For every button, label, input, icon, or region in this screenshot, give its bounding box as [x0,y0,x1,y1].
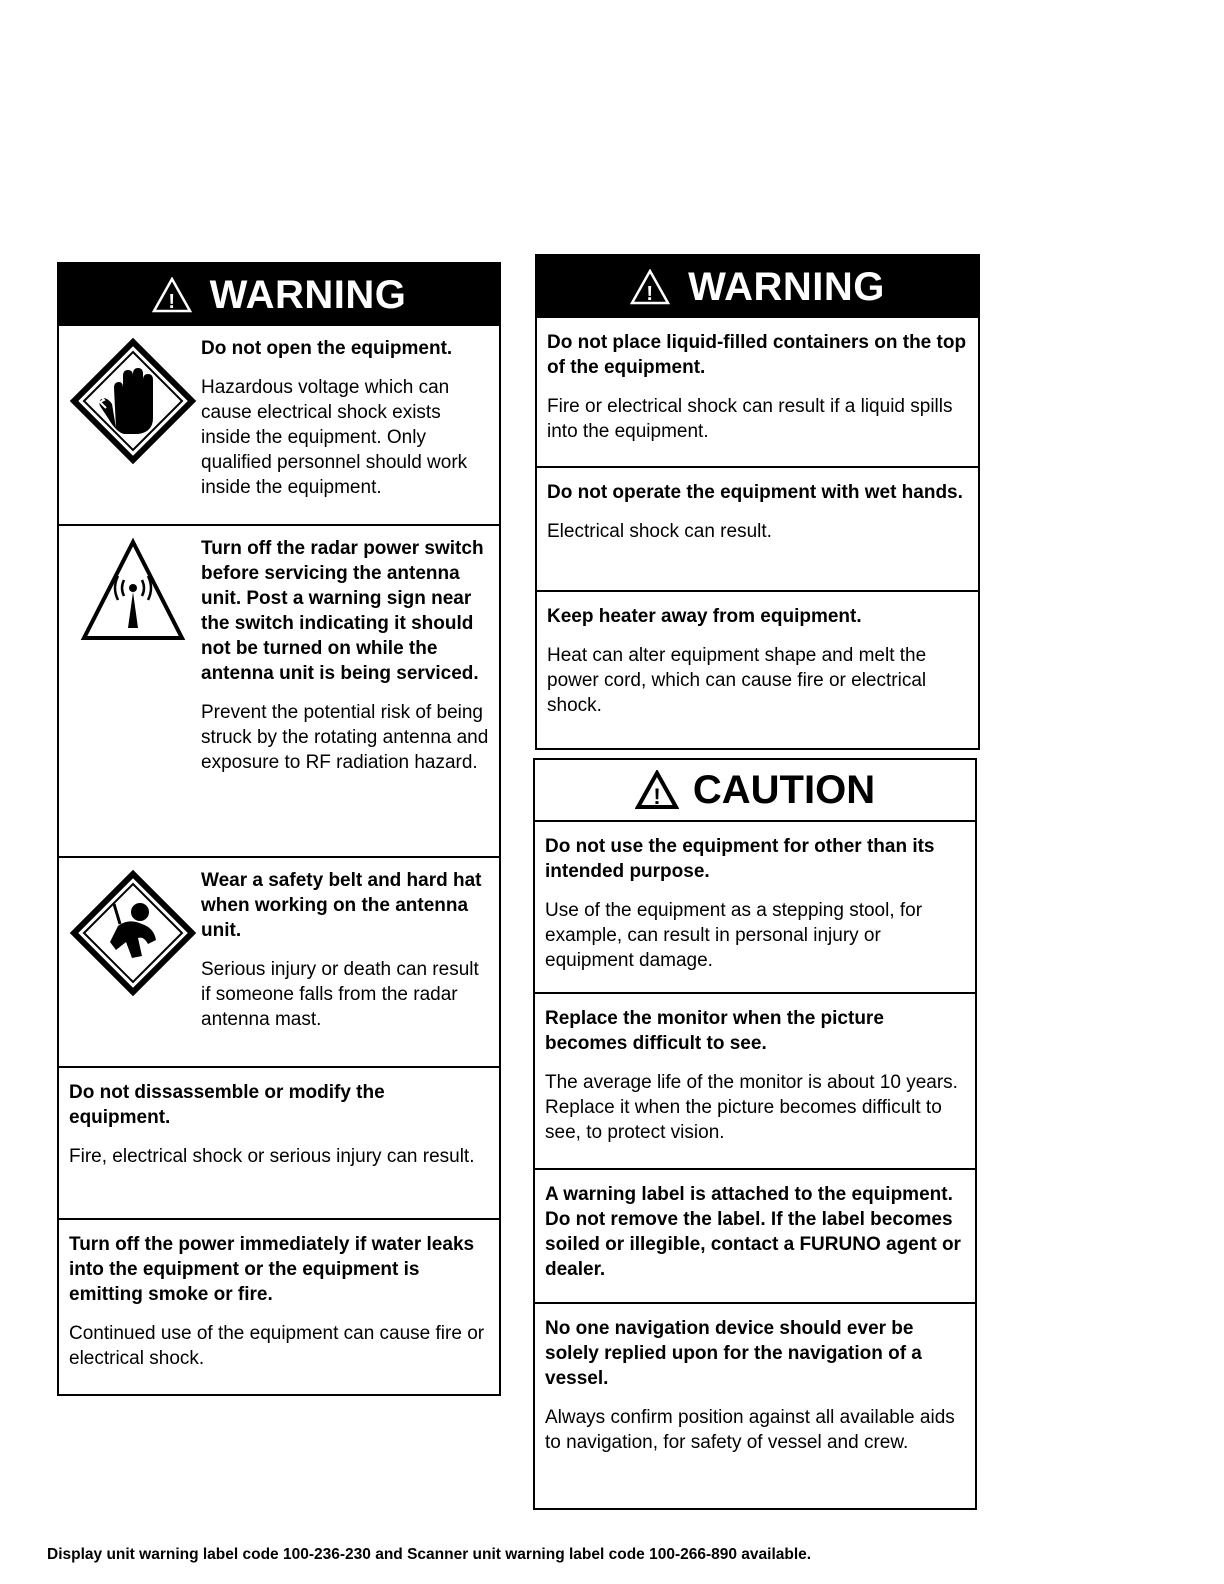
right-caution-panel [533,758,977,1510]
section-heater [537,592,978,730]
svg-text:!: ! [646,283,654,305]
section-heading: Replace the monitor when the picture becomes difficult to see. [545,1008,884,1054]
section-heading: Do not use the equipment for other than its intended purpose. [545,836,935,882]
warning-banner [537,256,978,318]
caution-title: CAUTION [692,767,876,812]
falling-person-diamond-icon [68,868,198,1003]
radiation-triangle-icon [78,536,188,651]
section-safety-belt [59,858,499,1068]
section-text: Always confirm position against all available aids to navigation, for safety of vessel and crew. [545,1407,955,1453]
section-heading: Turn off the power immediately if water leaks into the equipment or the equipment is emitting smoke or fire. [69,1234,475,1305]
section-text: Serious injury or death can result if someone falls from the radar antenna mast. [201,959,479,1030]
section-heading: Do not place liquid-filled containers on the top of the equipment. [547,332,967,378]
section-heading: Turn off the radar power switch before servicing the antenna unit. Post a warning sign near the switch indicating it should not be turned on while the antenna unit is being serviced. [201,538,484,684]
section-heading: Do not operate the equipment with wet hands. [547,482,963,503]
section-wet-hands [537,468,978,592]
warning-title: WARNING [209,272,407,317]
right-warning-panel [535,254,980,750]
section-text: Heat can alter equipment shape and melt the power cord, which can cause fire or electrical shock. [547,645,927,716]
svg-text:!: ! [167,291,176,313]
section-radar-power [59,526,499,858]
section-text: The average life of the monitor is about 10 years. Replace it when the picture becomes difficult to see, to protect vision. [545,1072,958,1143]
warning-triangle-icon [630,269,670,305]
section-warning-label [535,1170,975,1304]
warning-triangle-icon [152,277,192,313]
section-text: Fire or electrical shock can result if a liquid spills into the equipment. [547,396,953,442]
section-text: Electrical shock can result. [547,521,772,542]
section-replace-monitor [535,994,975,1170]
warning-banner [59,264,499,326]
section-text: Prevent the potential risk of being struck by the rotating antenna and exposure to RF radiation hazard. [201,702,489,773]
section-text: Hazardous voltage which can cause electrical shock exists inside the equipment. Only qualified personnel should work inside the equipment. [201,377,468,498]
section-disassemble [59,1068,499,1220]
section-heading: A warning label is attached to the equipment. Do not remove the label. If the label becomes soiled or illegible, contact a FURUNO agent or dealer. [545,1184,961,1280]
section-heading: No one navigation device should ever be solely replied upon for the navigation of a vessel. [545,1318,922,1389]
section-text: Use of the equipment as a stepping stool, for example, can result in personal injury or equipment damage. [545,900,923,971]
section-open-equipment [59,326,499,526]
section-text: Continued use of the equipment can cause fire or electrical shock. [69,1323,485,1369]
section-water-leak [59,1220,499,1383]
section-heading: Do not dissassemble or modify the equipment. [69,1082,385,1128]
section-text: Fire, electrical shock or serious injury can result. [69,1146,475,1167]
footer-note: Display unit warning label code 100-236-230 and Scanner unit warning label code 100-266-890 available. [47,1546,812,1563]
section-liquid [537,318,978,468]
caution-banner [535,760,975,822]
svg-text:!: ! [653,784,661,809]
section-heading: Do not open the equipment. [201,338,453,359]
section-heading: Wear a safety belt and hard hat when working on the antenna unit. [201,870,482,941]
section-navigation [535,1304,975,1467]
section-heading: Keep heater away from equipment. [547,606,862,627]
section-intended-purpose [535,822,975,994]
warning-title: WARNING [688,264,885,309]
hand-in-diamond-icon [68,336,198,471]
left-warning-panel [57,262,501,1396]
caution-triangle-icon [635,770,679,810]
